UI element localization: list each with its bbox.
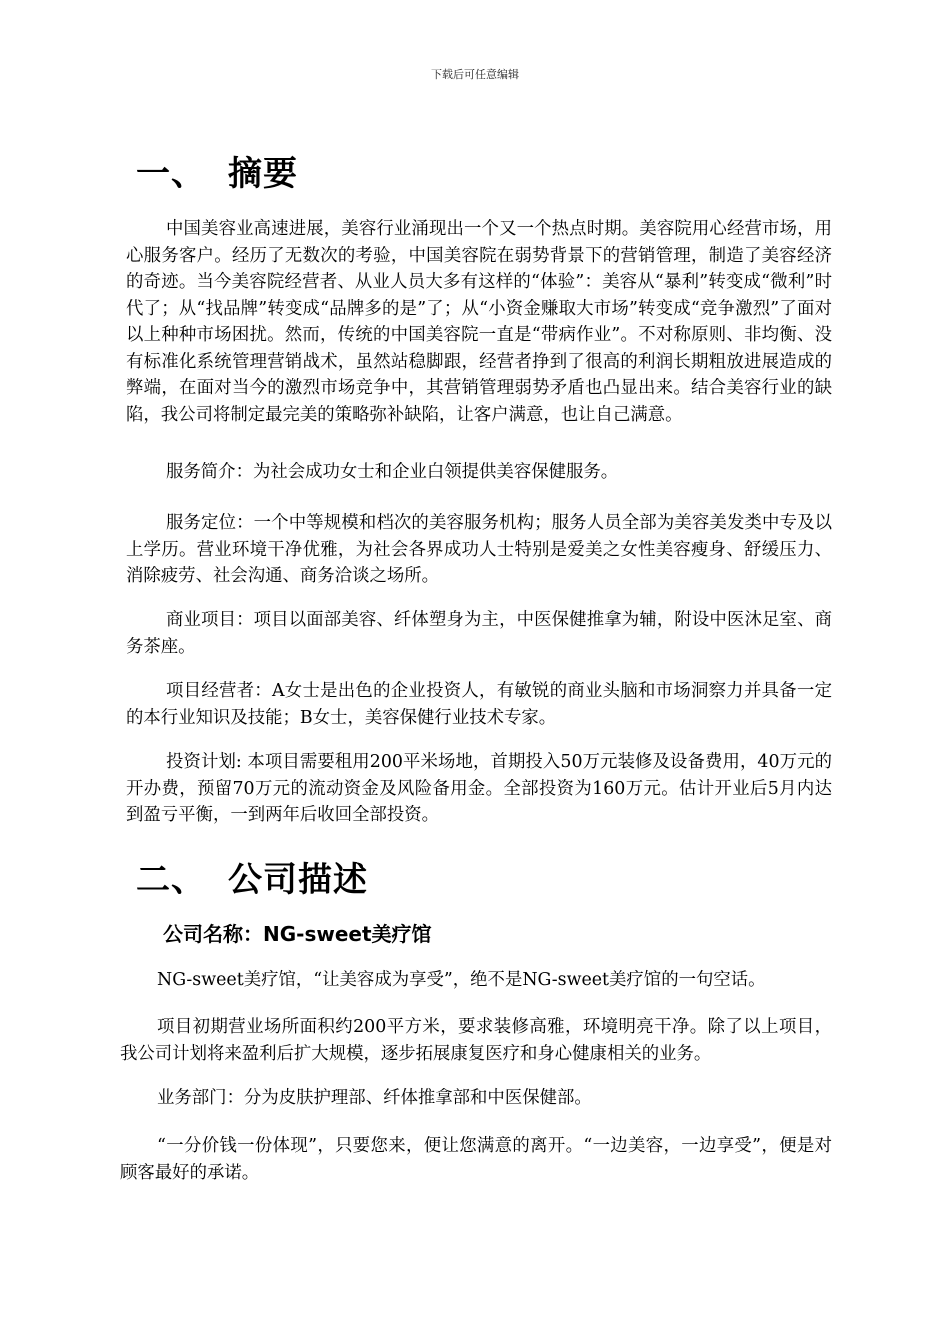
section-2-number: 二、 bbox=[136, 860, 206, 900]
section-2-paragraph-2: 项目初期营业场所面积约200平方米，要求装修高雅，环境明亮干净。除了以上项目，我公司计划将来盈利后扩大规模，逐步拓展康复医疗和身心健康相关的业务。 bbox=[120, 1017, 832, 1064]
section-2-paragraph-1: NG-sweet美疗馆，“让美容成为享受”，绝不是NG-sweet美疗馆的一句空话。 bbox=[157, 970, 766, 990]
section-2-title: 公司描述 bbox=[228, 860, 368, 900]
section-1-paragraph-2: 服务简介：为社会成功女士和企业白领提供美容保健服务。 bbox=[166, 462, 619, 482]
section-2-heading bbox=[136, 852, 368, 901]
header-note: 下载后可任意编辑 bbox=[431, 68, 519, 81]
section-1-title: 摘要 bbox=[228, 154, 298, 194]
section-1-paragraph-6: 投资计划: 本项目需要租用200平米场地，首期投入50万元装修及设备费用，40万元的开办费，预留70万元的流动资金及风险备用金。全部投资为160万元。估计开业后5月内达到盈亏平衡，一到两年后收回全部投资。 bbox=[126, 752, 832, 825]
section-1-paragraph-1: 中国美容业高速进展，美容行业涌现出一个又一个热点时期。美容院用心经营市场，用心服务客户。经历了无数次的考验，中国美容院在弱势背景下的营销管理，制造了美容经济的奇迹。当今美容院经营者、从业人员大多有这样的“体验”：美容从“暴利”转变成“微利”时代了；从“找品牌”转变成“品牌多的是”了；从“小资金赚取大市场”转变成“竞争激烈”了面对以上种种市场困扰。然而，传统的中国美容院一直是“带病作业”。不对称原则、非均衡、没有标准化系统管理营销战术，虽然站稳脚跟，经营者挣到了很高的利润长期粗放进展造成的弊端，在面对当今的激烈市场竞争中，其营销管理弱势矛盾也凸显出来。结合美容行业的缺陷，我公司将制定最完美的策略弥补缺陷，让客户满意，也让自己满意。 bbox=[126, 219, 832, 425]
section-2-paragraph-4: “一分价钱一份体现”，只要您来，便让您满意的离开。“一边美容，一边享受”，便是对顾客最好的承诺。 bbox=[120, 1136, 832, 1183]
company-name-heading: 公司名称：NG-sweet美疗馆 bbox=[163, 922, 432, 946]
section-2-paragraph-3: 业务部门：分为皮肤护理部、纤体推拿部和中医保健部。 bbox=[157, 1088, 592, 1108]
section-1-paragraph-5: 项目经营者：A女士是出色的企业投资人，有敏锐的商业头脑和市场洞察力并具备一定的本行业知识及技能；B女士，美容保健行业技术专家。 bbox=[126, 681, 832, 728]
section-1-heading bbox=[136, 146, 298, 195]
section-1-paragraph-4: 商业项目：项目以面部美容、纤体塑身为主，中医保健推拿为辅，附设中医沐足室、商务茶座。 bbox=[126, 610, 832, 657]
section-1-number: 一、 bbox=[136, 154, 206, 194]
section-1-paragraph-3: 服务定位：一个中等规模和档次的美容服务机构；服务人员全部为美容美发类中专及以上学历。营业环境干净优雅，为社会各界成功人士特别是爱美之女性美容瘦身、舒缓压力、消除疲劳、社会沟通、商务洽谈之场所。 bbox=[126, 513, 832, 586]
